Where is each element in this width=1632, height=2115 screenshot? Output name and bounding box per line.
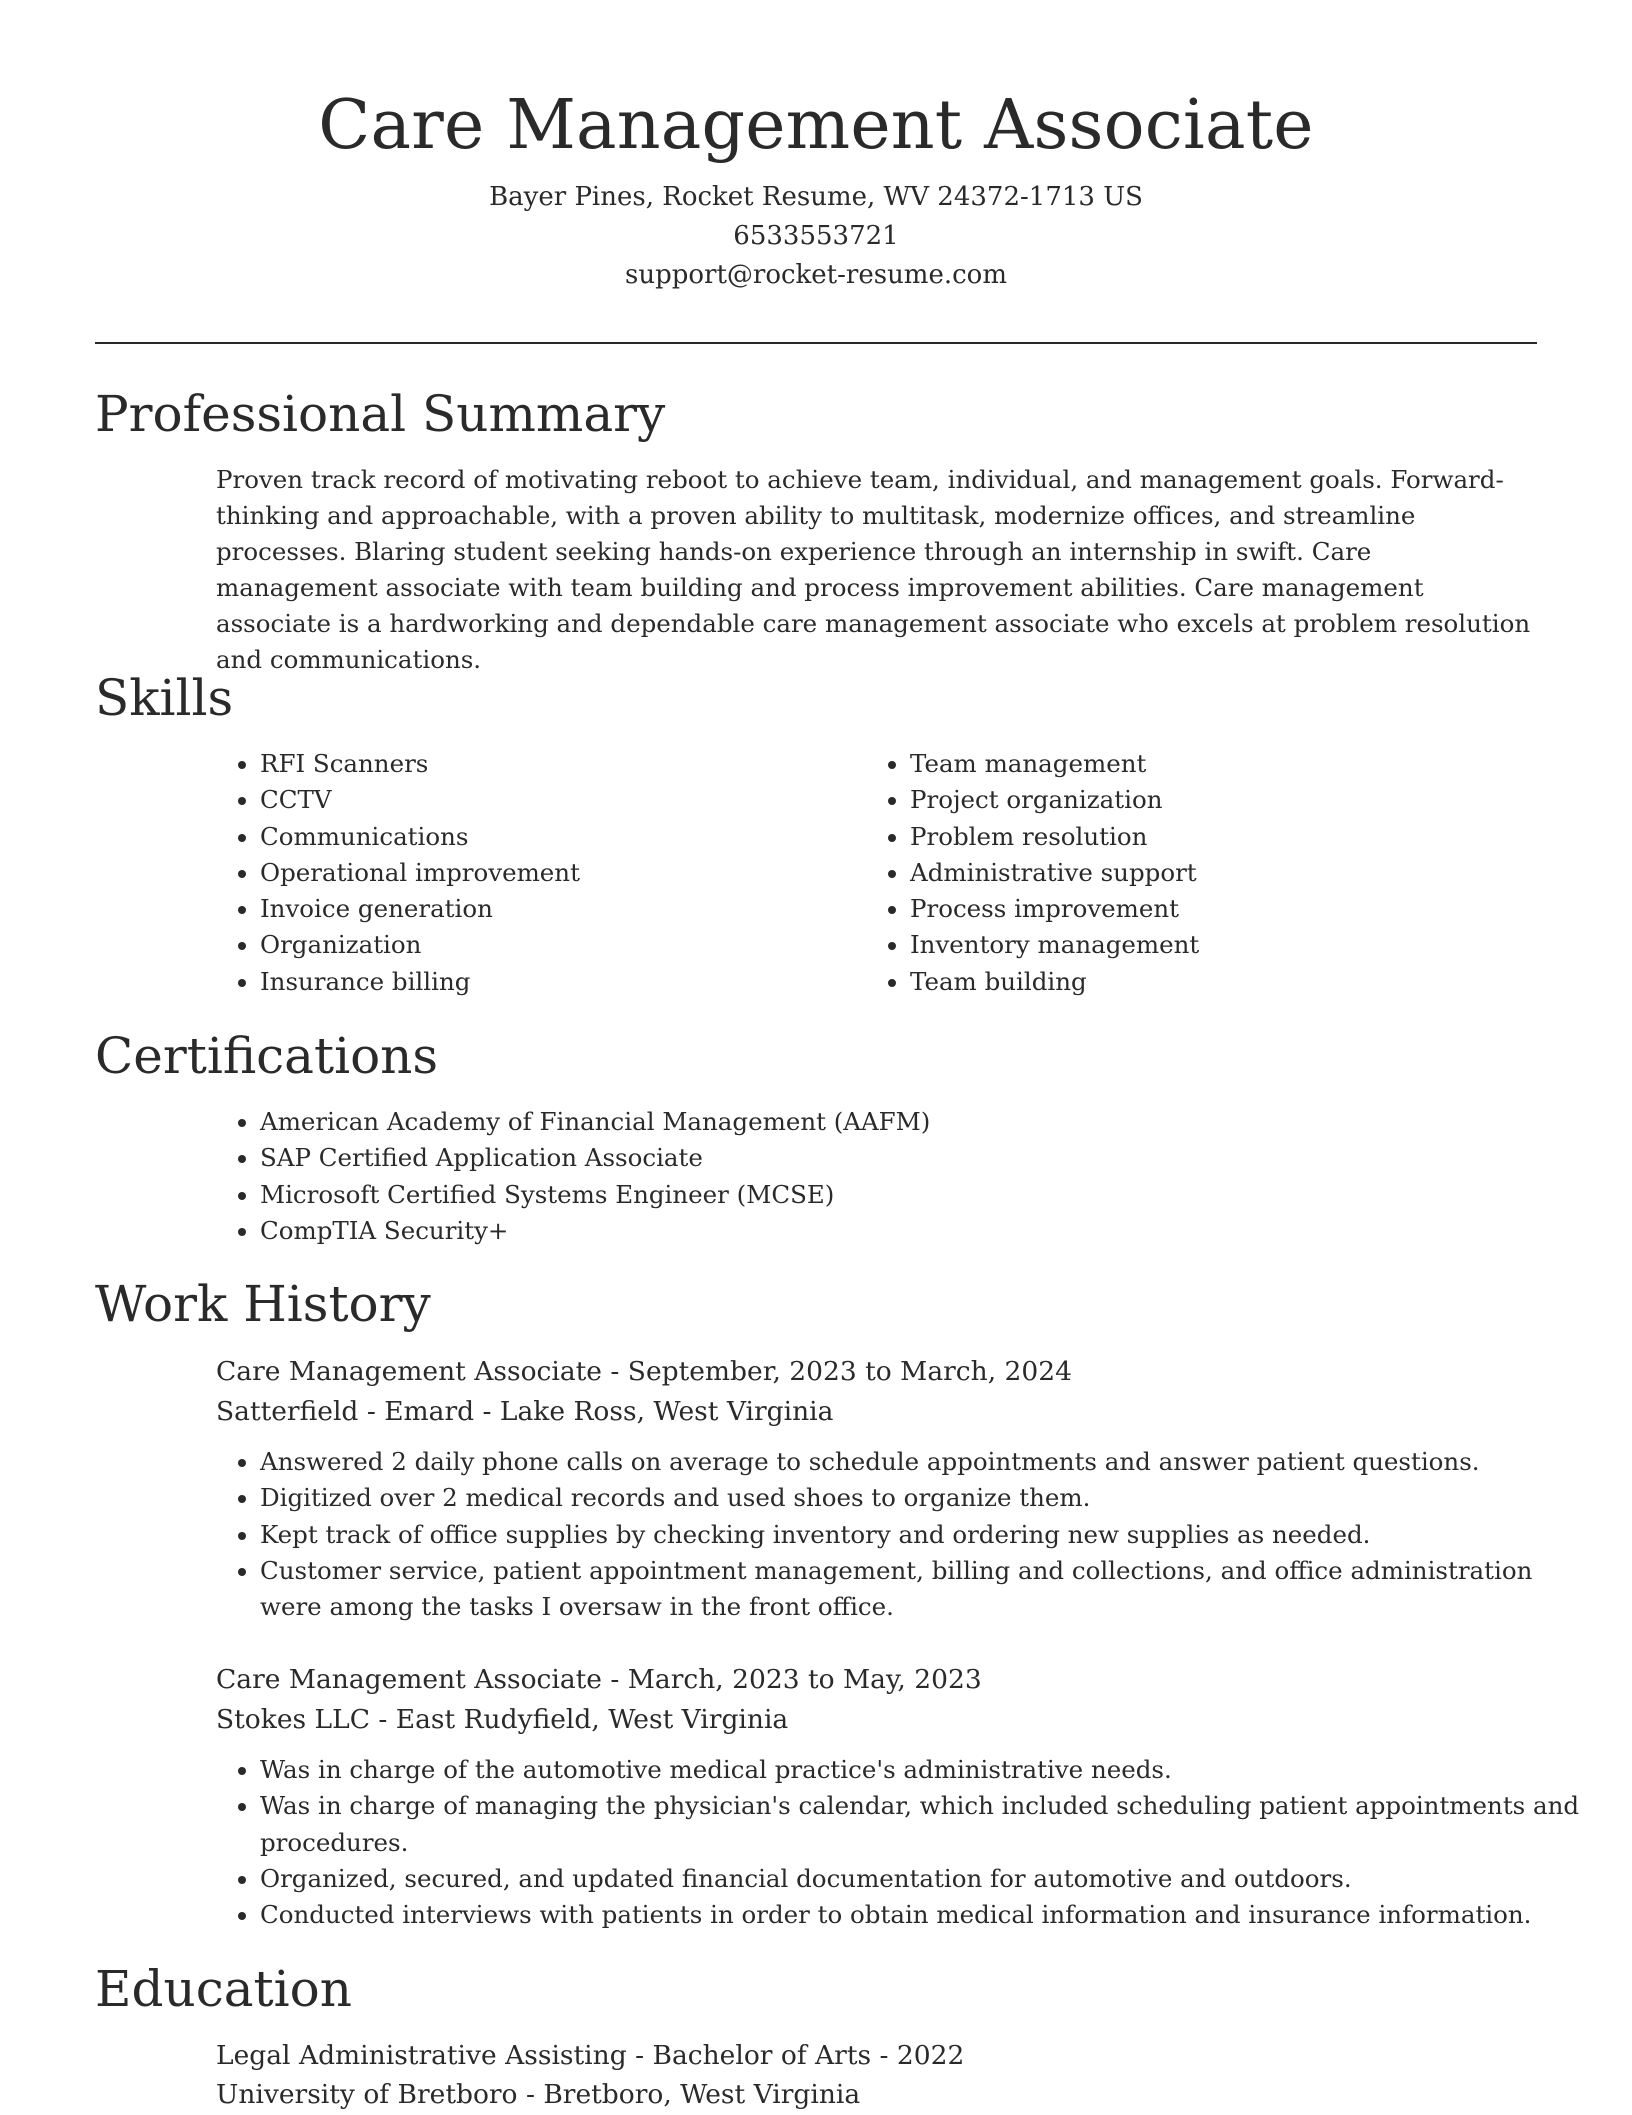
skills-heading: Skills [95, 669, 234, 727]
list-item: • RFI Scanners [260, 746, 820, 782]
list-item: • CompTIA Security+ [260, 1213, 1560, 1249]
summary-text: Proven track record of motivating reboot to achieve team, individual, and management goals. Forward-thinking and approachable, with a proven ability to multitask, modernize offices, and streamline processes. Blaring student seeking hands-on experience through an internship in swift. Care management associate with team building and process improvement abilities. Care management associate is a hardworking and dependable care management associate who excels at problem resolution and communications. [216, 465, 1531, 674]
job-company-line: Satterfield - Emard - Lake Ross, West Virginia [216, 1396, 834, 1427]
contact-email[interactable]: support@rocket-resume.com [624, 260, 1007, 290]
job-company-line: Stokes LLC - East Rudyfield, West Virginia [216, 1704, 789, 1735]
list-item: • CCTV [260, 782, 820, 818]
list-item: • Conducted interviews with patients in order to obtain medical information and insurance information. [260, 1897, 1580, 1933]
contact-info [0, 178, 1632, 295]
list-item: • Microsoft Certified Systems Engineer (MCSE) [260, 1177, 1560, 1213]
skills-list-left [216, 746, 820, 1000]
list-item: • Communications [260, 819, 820, 855]
list-item: • Operational improvement [260, 855, 820, 891]
education-school-line: University of Bretboro - Bretboro, West Virginia [216, 2079, 861, 2110]
list-item: • Invoice generation [260, 891, 820, 927]
header-divider [95, 342, 1537, 344]
list-item: • Inventory management [910, 927, 1550, 963]
list-item: • SAP Certified Application Associate [260, 1140, 1560, 1176]
work-history-heading: Work History [95, 1275, 431, 1333]
list-item: • Was in charge of the automotive medical practice's administrative needs. [260, 1752, 1580, 1788]
list-item: • Project organization [910, 782, 1550, 818]
skills-list-right [866, 746, 1550, 1000]
summary-heading: Professional Summary [95, 385, 666, 443]
education-degree-line: Legal Administrative Assisting - Bachelor of Arts - 2022 [216, 2040, 965, 2071]
list-item: • Digitized over 2 medical records and used shoes to organize them. [260, 1480, 1570, 1516]
job-bullets [216, 1444, 1570, 1625]
list-item: • Team building [910, 964, 1550, 1000]
list-item: • Team management [910, 746, 1550, 782]
list-item: • Problem resolution [910, 819, 1550, 855]
list-item: • Process improvement [910, 891, 1550, 927]
list-item: • Insurance billing [260, 964, 820, 1000]
job-bullets [216, 1752, 1580, 1933]
list-item: • Was in charge of managing the physician's calendar, which included scheduling patient appointments and procedures. [260, 1788, 1580, 1861]
candidate-name: Care Management Associate [318, 86, 1314, 165]
list-item: • Administrative support [910, 855, 1550, 891]
list-item: • American Academy of Financial Management (AAFM) [260, 1104, 1560, 1140]
education-heading: Education [95, 1960, 352, 2018]
list-item: • Organization [260, 927, 820, 963]
certifications-list [216, 1104, 1560, 1249]
list-item: • Customer service, patient appointment management, billing and collections, and office administration were among the tasks I oversaw in the front office. [260, 1553, 1570, 1626]
list-item: • Answered 2 daily phone calls on average to schedule appointments and answer patient questions. [260, 1444, 1570, 1480]
resume-header [0, 84, 1632, 295]
certifications-heading: Certifications [95, 1027, 439, 1085]
job-role-line: Care Management Associate - September, 2023 to March, 2024 [216, 1356, 1072, 1387]
list-item: • Organized, secured, and updated financial documentation for automotive and outdoors. [260, 1861, 1580, 1897]
list-item: • Kept track of office supplies by checking inventory and ordering new supplies as needed. [260, 1517, 1570, 1553]
contact-phone: 6533553721 [733, 221, 899, 251]
contact-address: Bayer Pines, Rocket Resume, WV 24372-1713 US [489, 182, 1143, 212]
job-role-line: Care Management Associate - March, 2023 to May, 2023 [216, 1664, 982, 1695]
